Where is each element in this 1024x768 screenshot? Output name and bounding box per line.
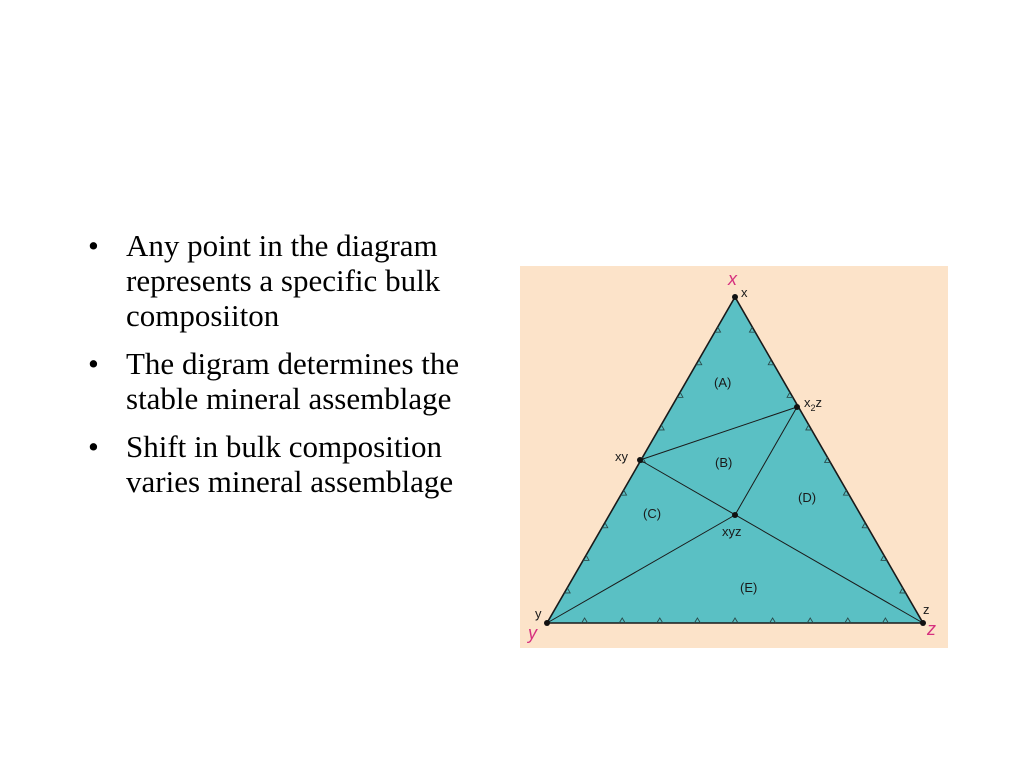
bullet-text-1: Any point in the diagram represents a specific bulk composiiton (126, 228, 441, 333)
bullet-item-1 (88, 228, 488, 333)
point-label-x: x (741, 285, 748, 300)
ternary-triangle (547, 297, 923, 623)
region-label-c: (C) (643, 506, 662, 521)
region-label-d: (D) (798, 490, 817, 505)
bullet-text-3: Shift in bulk composition varies mineral assemblage (126, 429, 454, 499)
point-label-xyz: xyz (722, 524, 742, 539)
ternary-diagram (520, 266, 948, 648)
bullet-list (88, 228, 488, 512)
point-label-z: z (923, 602, 930, 617)
bullet-item-3 (88, 429, 488, 499)
bullet-marker: • (88, 228, 99, 263)
bullet-text-2: The digram determines the stable mineral assemblage (126, 346, 460, 416)
region-label-a: (A) (714, 375, 732, 390)
x2z-subscript: 2 (810, 403, 816, 413)
point-x2z (794, 404, 800, 410)
vertex-label-y: y (528, 623, 537, 643)
vertex-label-z: z (927, 619, 936, 639)
point-xy (637, 457, 643, 463)
point-x (732, 294, 738, 300)
point-xyz (732, 512, 738, 518)
point-label-xy: xy (615, 449, 628, 464)
x2z-tail: z (815, 395, 823, 410)
point-z (920, 620, 926, 626)
region-label-e: (E) (740, 580, 758, 595)
bullet-marker: • (88, 429, 99, 464)
vertex-label-x: x (728, 269, 737, 289)
ternary-diagram-panel (520, 266, 948, 648)
point-y (544, 620, 550, 626)
bullet-marker: • (88, 346, 99, 381)
point-label-x2z (804, 395, 822, 413)
bullet-item-2 (88, 346, 488, 416)
region-label-b: (B) (715, 455, 733, 470)
x2z-base: x (804, 395, 811, 410)
point-label-y: y (535, 606, 542, 621)
